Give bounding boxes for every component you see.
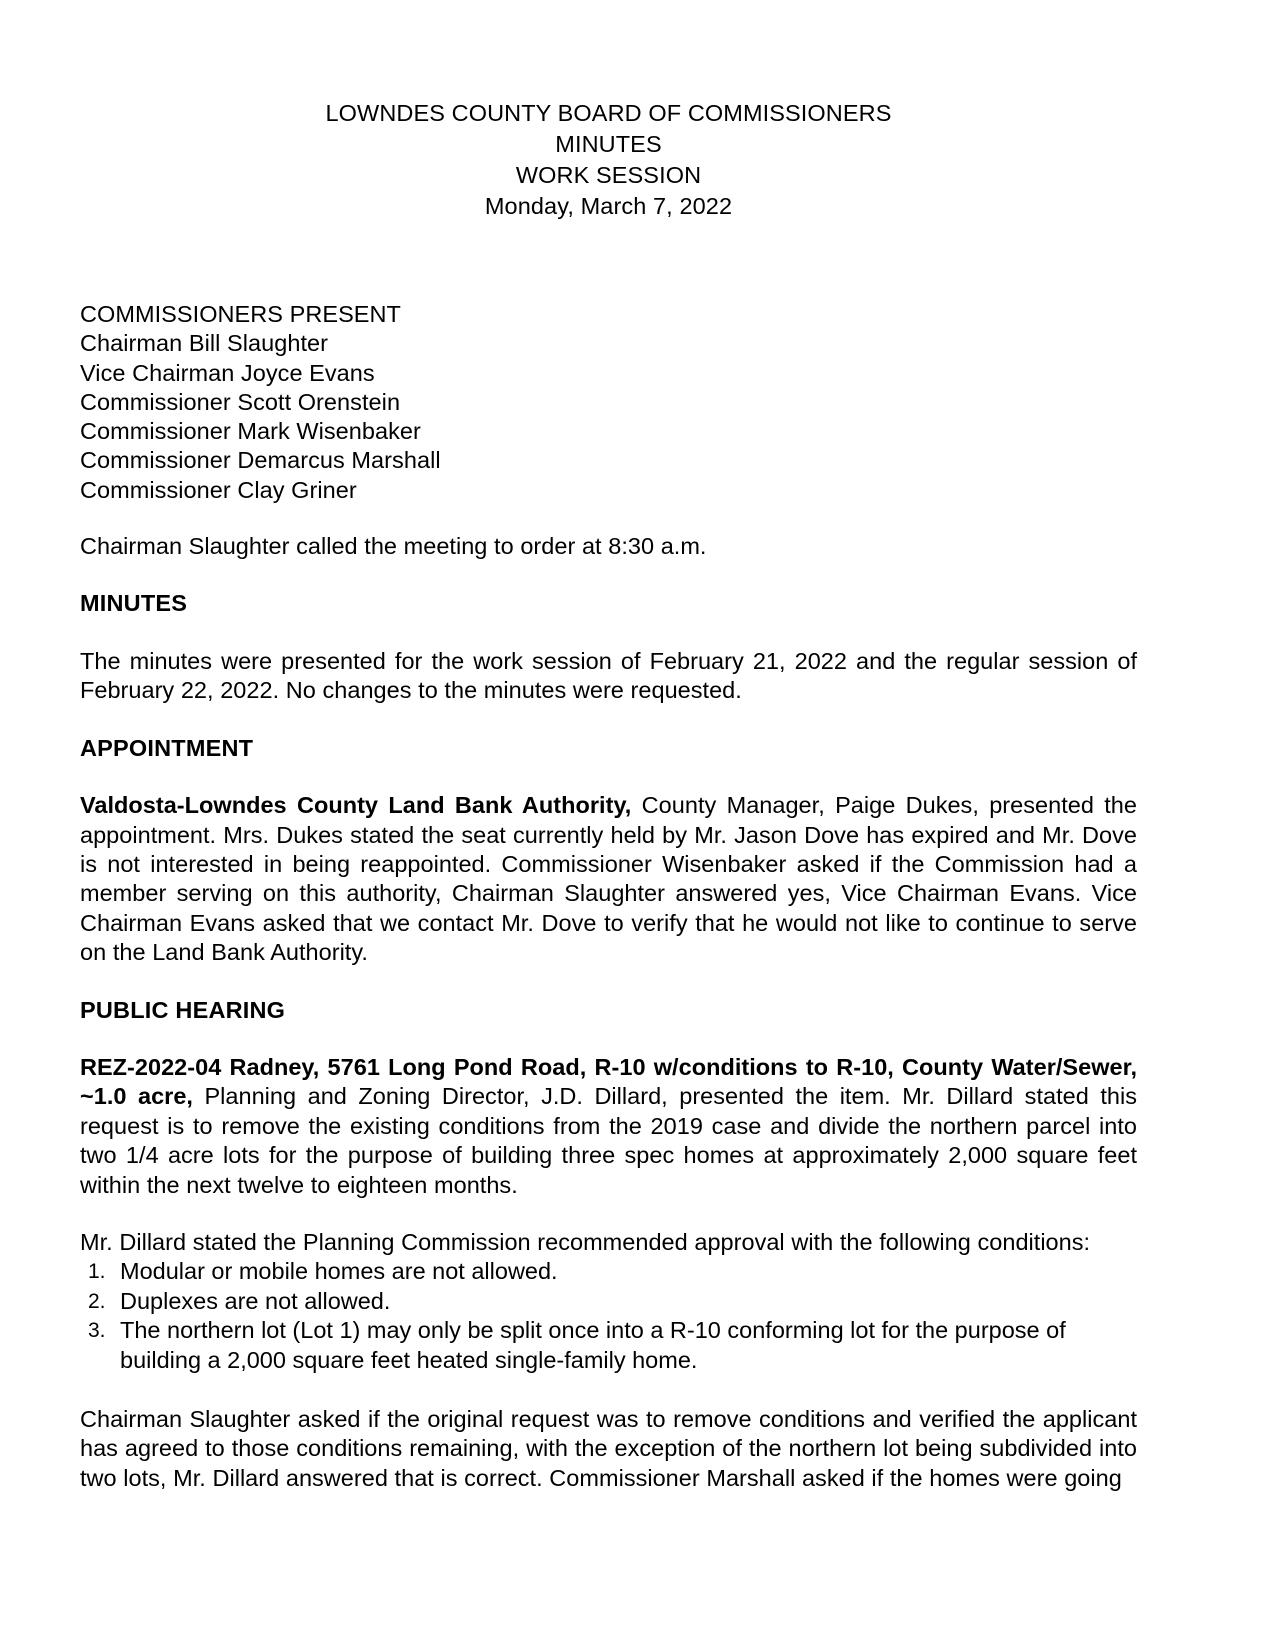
commissioner-item: Commissioner Demarcus Marshall (80, 447, 441, 474)
header-line-document-type: MINUTES (555, 131, 662, 157)
appointment-paragraph (80, 791, 1137, 967)
condition-number: 2. (88, 1289, 106, 1313)
header-line-organization: LOWNDES COUNTY BOARD OF COMMISSIONERS (325, 100, 892, 126)
recommendation-intro-paragraph: Mr. Dillard stated the Planning Commission recommended approval with the following conditions: (80, 1228, 1091, 1255)
condition-text: Duplexes are not allowed. (120, 1287, 391, 1314)
commissioner-item: Commissioner Mark Wisenbaker (80, 418, 421, 445)
header-line-session-type: WORK SESSION (515, 162, 702, 188)
rezoning-case-title: REZ-2022-04 Radney, 5761 Long Pond Road, R-10 w/conditions to R-10, County Water/Sewer, ~1.0 acre, (80, 1053, 1137, 1110)
condition-number: 3. (88, 1319, 106, 1343)
condition-item (80, 1257, 1137, 1286)
commissioners-present-title: COMMISSIONERS PRESENT (80, 301, 401, 327)
section-heading-public-hearing: PUBLIC HEARING (80, 996, 286, 1023)
appointment-body-text: County Manager, Paige Dukes, presented the appointment. Mrs. Dukes stated the seat currently held by Mr. Jason Dove has expired and Mr. Dove is not interested in being reappointed. Commissioner Wisenbaker asked if the Commission had a member serving on this authority, Chairman Slaughter answered yes, Vice Chairman Evans. Vice Chairman Evans asked that we contact Mr. Dove to verify that he would not like to continue to serve on the Land Bank Authority. (80, 792, 1137, 966)
rezoning-case-body-text: Planning and Zoning Director, J.D. Dillard, presented the item. Mr. Dillard stated this request is to remove the existing conditions from the 2019 case and divide the northern parcel into two 1/4 acre lots for the purpose of building three spec homes at approximately 2,000 square feet within the next twelve to eighteen months. (80, 1083, 1137, 1198)
section-heading-minutes: MINUTES (80, 590, 188, 617)
condition-item (80, 1287, 1137, 1316)
call-to-order-paragraph: Chairman Slaughter called the meeting to order at 8:30 a.m. (80, 533, 707, 560)
commissioner-item: Commissioner Scott Orenstein (80, 388, 401, 415)
section-heading-appointment: APPOINTMENT (80, 734, 254, 761)
spacer (80, 619, 1137, 647)
condition-text: The northern lot (Lot 1) may only be split once into a R-10 conforming lot for the purpose of building a 2,000 square feet heated single-family home. (120, 1317, 1066, 1373)
commissioners-present-block (80, 300, 1137, 505)
spacer (80, 968, 1137, 996)
condition-text: Modular or mobile homes are not allowed. (120, 1258, 558, 1285)
header-spacer (80, 222, 1137, 300)
rezoning-case-paragraph (80, 1053, 1137, 1200)
spacer (80, 763, 1137, 791)
spacer (80, 1025, 1137, 1053)
condition-number: 1. (88, 1260, 106, 1284)
spacer (80, 561, 1137, 589)
document-header (80, 98, 1137, 222)
condition-item (80, 1316, 1137, 1375)
spacer (80, 1200, 1137, 1228)
spacer (80, 706, 1137, 734)
discussion-paragraph: Chairman Slaughter asked if the original request was to remove conditions and verified the applicant has agreed to those conditions remaining, with the exception of the northern lot being subdivided into two lots, Mr. Dillard answered that is correct. Commissioner Marshall asked if the homes were going (80, 1406, 1137, 1491)
appointment-lead-in: Valdosta-Lowndes County Land Bank Authority, (80, 792, 632, 819)
spacer (80, 505, 1137, 532)
commissioner-item: Commissioner Clay Griner (80, 476, 357, 503)
minutes-paragraph: The minutes were presented for the work session of February 21, 2022 and the regular session of February 22, 2022. No changes to the minutes were requested. (80, 647, 1137, 704)
header-line-date: Monday, March 7, 2022 (484, 193, 733, 219)
commissioner-item: Chairman Bill Slaughter (80, 330, 329, 357)
commissioner-item: Vice Chairman Joyce Evans (80, 359, 375, 386)
recommended-conditions-list (80, 1257, 1137, 1375)
spacer (80, 1375, 1137, 1405)
